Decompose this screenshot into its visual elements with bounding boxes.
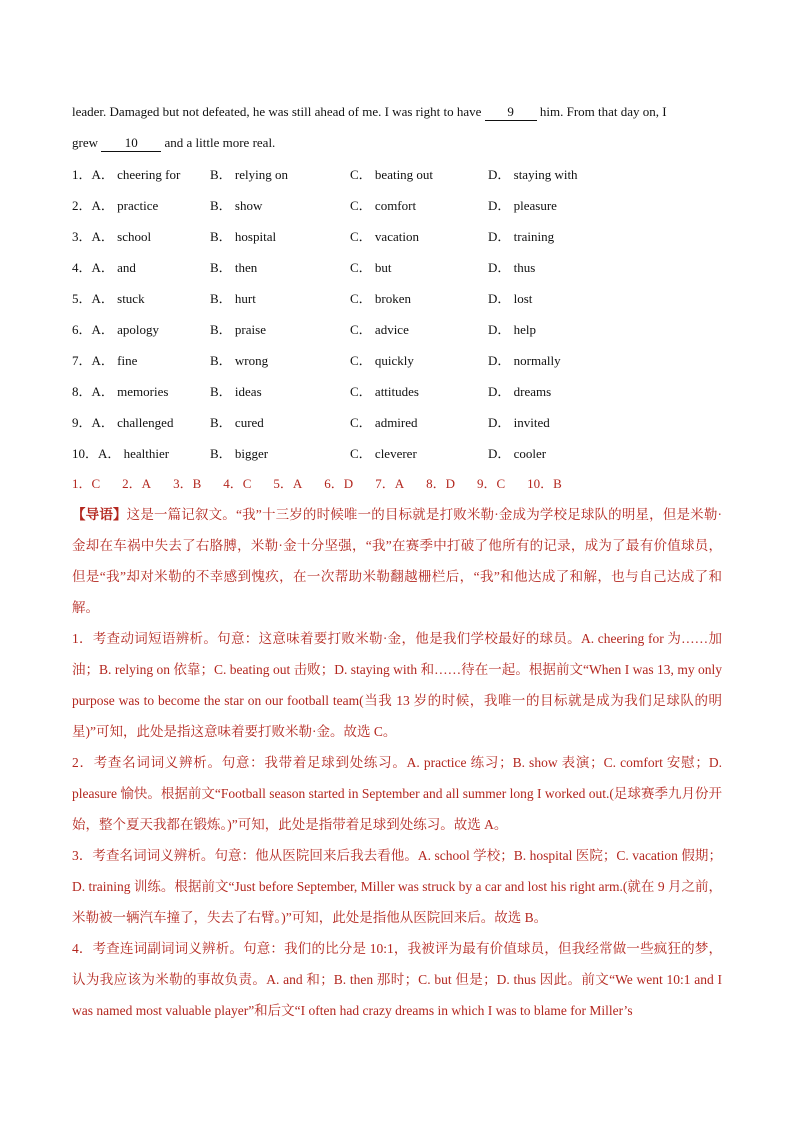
intro-text: 这是一篇记叙文。“我”十三岁的时候唯一的目标就是打败米勒·金成为学校足球队的明星，但是米勒·金却在车祸中失去了右胳膊，米勒·金十分坚强，“我”在赛季中打破了他所有的记录，成为了最有价值球员，但是“我”却对米勒的不幸感到愧疚，在一次帮助米勒翻越栅栏后，“我”和他达成了和解，也与自己达成了和解。 bbox=[72, 507, 722, 615]
option-a: 7．A． fine bbox=[72, 353, 138, 368]
option-b: B． show bbox=[210, 198, 263, 213]
option-a: 10．A． healthier bbox=[72, 446, 170, 461]
option-a: 2．A． practice bbox=[72, 198, 159, 213]
option-c: C． beating out bbox=[350, 167, 434, 182]
passage-text: him. From that day on, I bbox=[539, 104, 667, 119]
explanations bbox=[72, 623, 722, 1026]
blank-10: 10 bbox=[101, 135, 161, 152]
explanation-1: 1．考查动词短语辨析。句意：这意味着要打败米勒·金，他是我们学校最好的球员。A. cheering for 为……加油；B. relying on 依靠；C. beating out 击败；D. staying with 和……待在一起。根据前文“When I was 13, my only purpose was to become the star on our football team(当我 13 岁的时候，我唯一的目标就是成为我们足球队的明星)”可知，此处是指这意味着要打败米勒·金。故选 C。 bbox=[72, 631, 722, 739]
option-b: B． relying on bbox=[210, 167, 288, 182]
passage-text: grew bbox=[72, 135, 98, 150]
option-d: D． lost bbox=[488, 291, 533, 306]
option-d: D． training bbox=[488, 229, 555, 244]
option-c: C． comfort bbox=[350, 198, 417, 213]
option-a: 4．A． and bbox=[72, 260, 136, 275]
option-row bbox=[72, 220, 668, 251]
option-a: 9．A． challenged bbox=[72, 415, 174, 430]
option-b: B． ideas bbox=[210, 384, 262, 399]
option-d: D． invited bbox=[488, 415, 550, 430]
answer-item: 6．D bbox=[324, 476, 354, 491]
answer-key bbox=[72, 468, 722, 499]
answer-item: 10．B bbox=[527, 476, 562, 491]
answer-item: 8．D bbox=[426, 476, 455, 491]
option-c: C． advice bbox=[350, 322, 409, 337]
option-b: B． praise bbox=[210, 322, 266, 337]
option-a: 6．A． apology bbox=[72, 322, 160, 337]
option-d: D． help bbox=[488, 322, 537, 337]
answer-item: 2．A bbox=[122, 476, 152, 491]
option-c: C． but bbox=[350, 260, 392, 275]
intro-tag: 【导语】 bbox=[72, 507, 127, 522]
blank-9: 9 bbox=[485, 104, 537, 121]
answer-item: 7．A bbox=[375, 476, 405, 491]
option-d: D． staying with bbox=[488, 167, 578, 182]
option-c: C． cleverer bbox=[350, 446, 417, 461]
option-a: 8．A． memories bbox=[72, 384, 169, 399]
answer-item: 9．C bbox=[476, 476, 506, 491]
passage-line-1 bbox=[72, 96, 722, 127]
option-c: C． vacation bbox=[350, 229, 419, 244]
option-b: B． hospital bbox=[210, 229, 277, 244]
explanation-3: 3．考查名词词义辨析。句意：他从医院回来后我去看他。A. school 学校；B. hospital 医院；C. vacation 假期；D. training 训练。根据前文“Just before September, Miller was struck by a car and lost his right arm.(就在 9 月之前，米勒被一辆汽车撞了，失去了右臂。)”可知，此处是指他从医院回来后。故选 B。 bbox=[72, 848, 722, 925]
passage-text: and a little more real. bbox=[164, 135, 276, 150]
passage-text: leader. Damaged but not defeated, he was still ahead of me. I was right to have bbox=[72, 104, 482, 119]
answer-item: 5．A bbox=[273, 476, 303, 491]
option-d: D． thus bbox=[488, 260, 536, 275]
option-b: B． wrong bbox=[210, 353, 269, 368]
option-d: D． cooler bbox=[488, 446, 547, 461]
answer-item: 3．B bbox=[173, 476, 202, 491]
option-b: B． cured bbox=[210, 415, 264, 430]
document-page bbox=[72, 96, 722, 1026]
option-b: B． hurt bbox=[210, 291, 256, 306]
option-a: 3．A． school bbox=[72, 229, 152, 244]
option-row bbox=[72, 406, 668, 437]
explanation-2: 2．考查名词词义辨析。句意：我带着足球到处练习。A. practice 练习；B. show 表演；C. comfort 安慰；D. pleasure 愉快。根据前文“Football season started in September and all summer long I worked out.(足球赛季九月份开始，整个夏天我都在锻炼。)”可知，此处是指带着足球到处练习。故选 A。 bbox=[72, 755, 722, 832]
option-d: D． dreams bbox=[488, 384, 552, 399]
option-row bbox=[72, 158, 668, 189]
option-c: C． attitudes bbox=[350, 384, 419, 399]
option-d: D． pleasure bbox=[488, 198, 557, 213]
option-row bbox=[72, 251, 668, 282]
option-c: C． admired bbox=[350, 415, 418, 430]
explanation-4: 4．考查连词副词词义辨析。句意：我们的比分是 10:1，我被评为最有价值球员，但我经常做一些疯狂的梦，认为我应该为米勒的事故负责。A. and 和；B. then 那时；C. but 但是；D. thus 因此。前文“We went 10:1 and I was named most valuable player”和后文“I often had crazy dreams in which I was to blame for Miller’s bbox=[72, 941, 722, 1018]
option-a: 5．A． stuck bbox=[72, 291, 145, 306]
answer-item: 4．C bbox=[223, 476, 252, 491]
option-d: D． normally bbox=[488, 353, 561, 368]
option-row bbox=[72, 437, 668, 468]
option-c: C． broken bbox=[350, 291, 412, 306]
options-table bbox=[72, 158, 668, 468]
option-row bbox=[72, 282, 668, 313]
option-row bbox=[72, 189, 668, 220]
option-row bbox=[72, 313, 668, 344]
option-b: B． then bbox=[210, 260, 258, 275]
passage-line-2 bbox=[72, 127, 722, 158]
answer-item: 1．C bbox=[72, 476, 101, 491]
option-row bbox=[72, 375, 668, 406]
option-c: C． quickly bbox=[350, 353, 414, 368]
option-a: 1．A． cheering for bbox=[72, 167, 181, 182]
intro-paragraph bbox=[72, 499, 722, 623]
option-b: B． bigger bbox=[210, 446, 269, 461]
option-row bbox=[72, 344, 668, 375]
